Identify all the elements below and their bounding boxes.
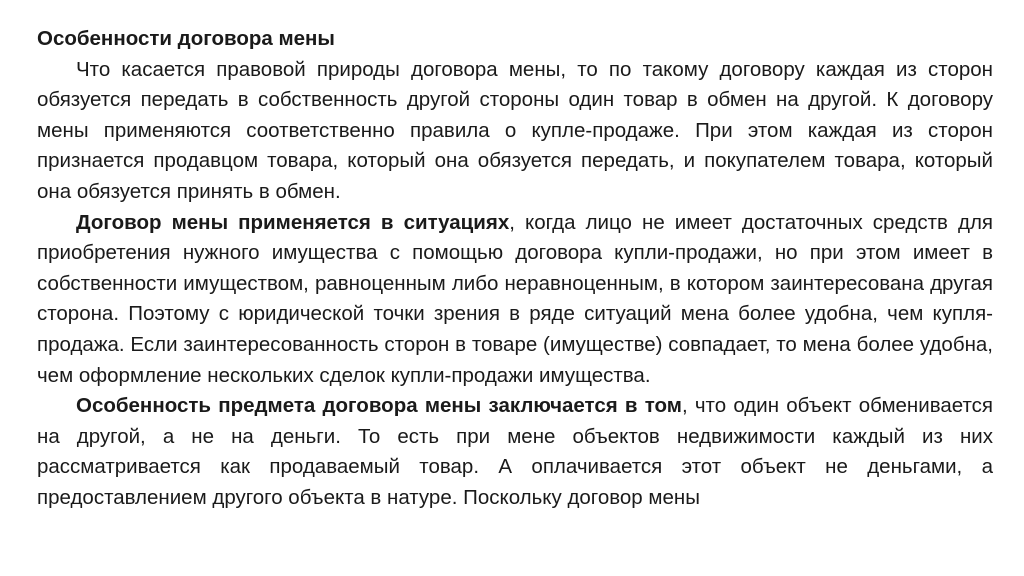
paragraph-bold-lead: Особенность предмета договора мены заключается в том xyxy=(76,394,682,418)
paragraph-situations xyxy=(37,208,993,392)
paragraph-legal-nature xyxy=(37,55,993,208)
paragraph-bold-lead: Договор мены применяется в ситуациях xyxy=(76,210,510,234)
paragraph-subject-feature xyxy=(37,391,993,513)
paragraph-text: , когда лицо не имеет достаточных средств для приобретения нужного имущества с помощью договора купли-продажи, но при этом имеет в собственности имуществом, равноценным либо неравноценным, в котором заинтересована другая сторона. Поэтому с юридической точки зрения в ряде ситуаций мена более удобна, чем купля-продажа. Если заинтересованность сторон в товаре (имуществе) совпадает, то мена более удобна, чем оформление нескольких сделок купли-продажи имущества. xyxy=(37,210,994,387)
slide-content xyxy=(37,24,993,514)
paragraph-text: , что один объект обменивается на другой, а не на деньги. То есть при мене объектов недвижимости каждый из них рассматривается как продаваемый товар. А оплачивается этот объект не деньгами, а предоставлением другого объекта в натуре. Поскольку договор мены xyxy=(37,394,993,509)
slide-title: Особенности договора мены xyxy=(37,27,335,50)
paragraph-text: Что касается правовой природы договора мены, то по такому договору каждая из сторон обязуется передать в собственность другой стороны один товар в обмен на другой. К договору мены применяются соответственно правила о купле-продаже. При этом каждая из сторон признается продавцом товара, который она обязуется передать, и покупателем товара, который она обязуется принять в обмен. xyxy=(37,57,993,203)
